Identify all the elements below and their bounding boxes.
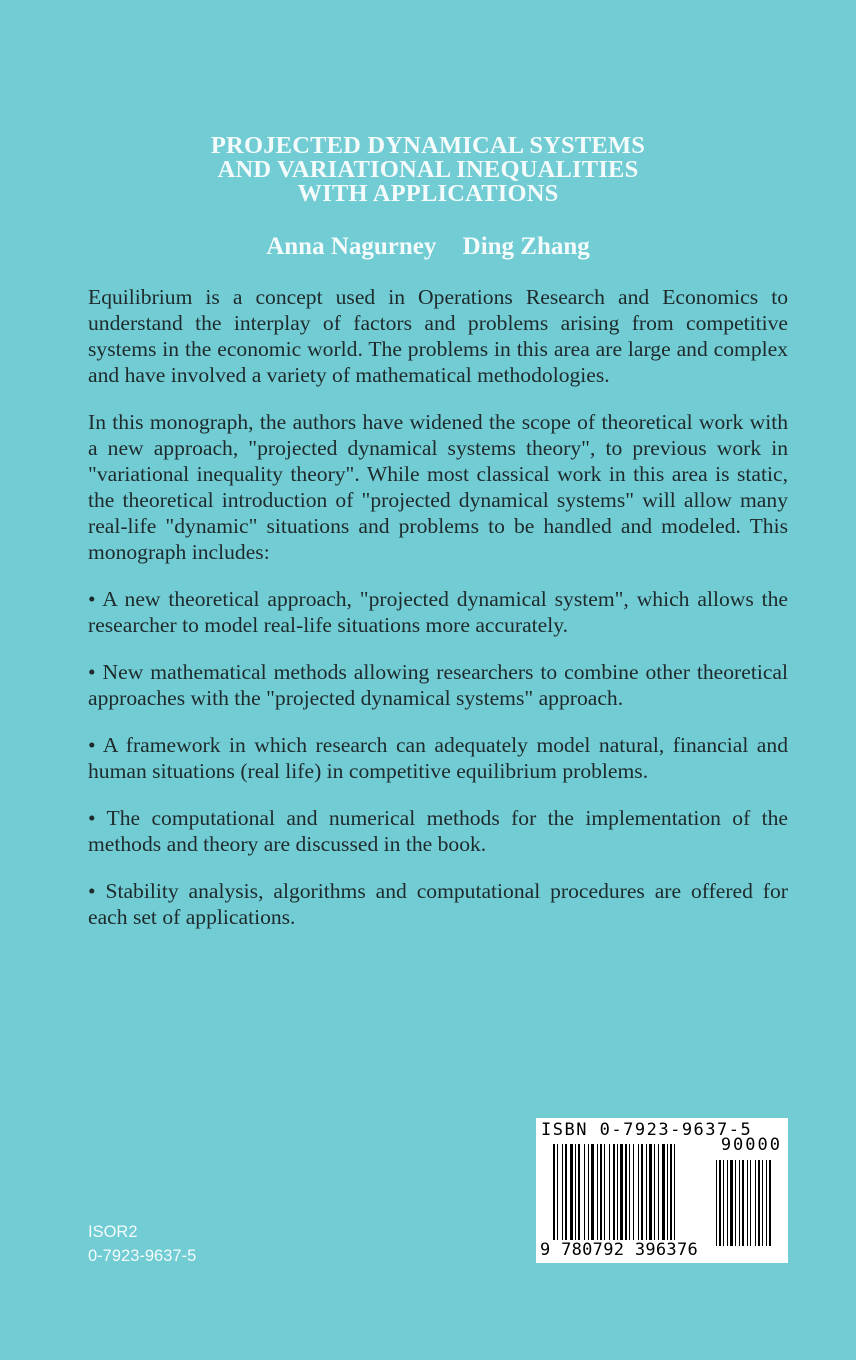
barcode-isbn-label: ISBN 0-7923-9637-5 bbox=[541, 1120, 753, 1140]
author: Ding Zhang bbox=[462, 233, 590, 260]
barcode-bar bbox=[739, 1160, 740, 1246]
barcode-bar bbox=[557, 1144, 558, 1252]
book-title bbox=[0, 134, 856, 206]
authors bbox=[0, 233, 856, 261]
barcode-bar bbox=[600, 1144, 602, 1244]
barcode-bar bbox=[604, 1144, 605, 1244]
barcode-bar bbox=[769, 1160, 771, 1246]
barcode-bar bbox=[578, 1144, 580, 1244]
barcode-bar bbox=[662, 1144, 665, 1244]
author: Anna Nagurney bbox=[266, 233, 437, 260]
barcode-bar bbox=[747, 1160, 748, 1246]
barcode-bar bbox=[575, 1144, 576, 1244]
title-line: AND VARIATIONAL INEQUALITIES bbox=[217, 156, 639, 183]
bullet-item: • A framework in which research can adequately model natural, financial and human situations (real life) in competitive equilibrium problems. bbox=[88, 733, 788, 783]
bullet-item: • A new theoretical approach, "projected dynamical system", which allows the researcher to model real-life situations more accurately. bbox=[88, 587, 788, 637]
barcode-bar bbox=[667, 1144, 668, 1244]
barcode-bar bbox=[620, 1144, 623, 1244]
paragraph: In this monograph, the authors have widened the scope of theoretical work with a new approach, "projected dynamical systems theory", to previous work in "variational inequality theory". While most classical work in this area is static, the theoretical introduction of "projected dynamical systems" will allow many real-life "dynamic" situations and problems to be handled and modeled. This monograph includes: bbox=[88, 410, 788, 564]
barcode-bar bbox=[654, 1144, 655, 1244]
barcode-bar bbox=[617, 1144, 618, 1244]
barcode-bar bbox=[597, 1144, 598, 1244]
title-line: PROJECTED DYNAMICAL SYSTEMS bbox=[210, 132, 646, 159]
barcode-bar bbox=[609, 1144, 610, 1244]
bullet-item: • The computational and numerical methods for the implementation of the methods and theory are discussed in the book. bbox=[88, 806, 788, 856]
barcode-bar bbox=[584, 1144, 585, 1244]
barcode-bar bbox=[730, 1160, 733, 1246]
bullet-item: • Stability analysis, algorithms and computational procedures are offered for each set of applications. bbox=[88, 879, 788, 929]
barcode-bar bbox=[565, 1144, 567, 1244]
barcode-bar bbox=[674, 1144, 675, 1252]
barcode-bar bbox=[649, 1144, 652, 1244]
barcode-bar bbox=[625, 1144, 627, 1244]
barcode-bar bbox=[755, 1160, 756, 1246]
barcode-bar bbox=[762, 1160, 763, 1246]
bullet-item: • New mathematical methods allowing researchers to combine other theoretical approaches with the "projected dynamical systems" approach. bbox=[88, 660, 788, 710]
paragraph: Equilibrium is a concept used in Operations Research and Economics to understand the interplay of factors and problems arising from competitive systems in the economic world. The problems in this area are large and complex and have involved a variety of mathematical methodologies. bbox=[88, 285, 788, 387]
series-info bbox=[88, 1220, 196, 1268]
barcode-bar bbox=[716, 1160, 717, 1246]
barcode-bar bbox=[588, 1144, 589, 1244]
barcode-bar bbox=[591, 1144, 594, 1244]
barcode-bar bbox=[750, 1160, 751, 1246]
barcode-price-code: 90000 bbox=[720, 1135, 782, 1155]
title-line: WITH APPLICATIONS bbox=[297, 180, 559, 207]
series-code: ISOR2 bbox=[88, 1223, 138, 1241]
barcode-bar bbox=[570, 1144, 573, 1244]
barcode-bar bbox=[641, 1144, 643, 1244]
description bbox=[88, 284, 788, 951]
barcode-bar bbox=[613, 1144, 615, 1244]
barcode-bar bbox=[629, 1144, 630, 1244]
barcode-bar bbox=[646, 1144, 647, 1244]
barcode-bar bbox=[727, 1160, 728, 1246]
series-isbn: 0-7923-9637-5 bbox=[88, 1247, 197, 1265]
barcode-bar bbox=[670, 1144, 672, 1244]
barcode-bar bbox=[766, 1160, 767, 1246]
barcode-bar bbox=[562, 1144, 563, 1244]
barcode-bar bbox=[638, 1144, 639, 1244]
barcode-bar bbox=[553, 1144, 555, 1252]
barcode-bar bbox=[735, 1160, 736, 1246]
barcode-ean-number: 9 780792 396376 bbox=[540, 1240, 699, 1260]
barcode-bar bbox=[742, 1160, 744, 1246]
barcode-bar bbox=[723, 1160, 724, 1246]
barcode-bar bbox=[719, 1160, 721, 1246]
barcode-bar bbox=[758, 1160, 760, 1246]
barcode-bar bbox=[633, 1144, 634, 1244]
barcode-bar bbox=[658, 1144, 659, 1244]
isbn-barcode bbox=[536, 1118, 788, 1263]
